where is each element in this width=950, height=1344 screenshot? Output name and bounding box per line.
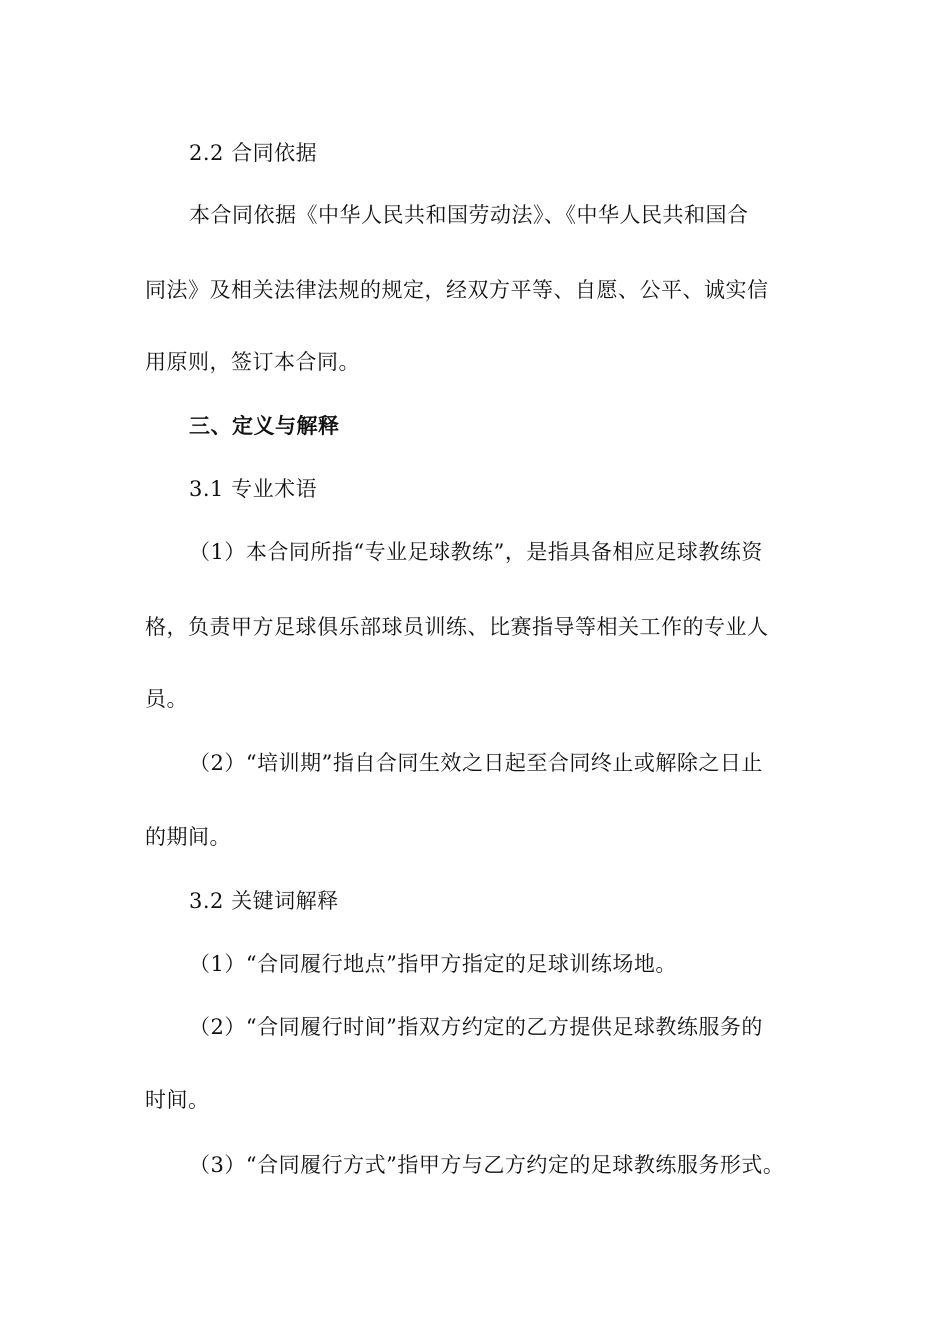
section-3-1-item-2-line-2: 的期间。 xyxy=(145,825,231,849)
section-3-1-heading: 3.1 专业术语 xyxy=(189,477,318,501)
section-3-heading: 三、定义与解释 xyxy=(189,413,340,438)
section-3-2-item-2-line-1: （2）“合同履行时间”指双方约定的乙方提供足球教练服务的 xyxy=(189,1015,763,1039)
section-3-2-item-3-line-1: （3）“合同履行方式”指甲方与乙方约定的足球教练服务形式。 xyxy=(189,1153,785,1177)
section-2-2-paragraph-line-2: 同法》及相关法律法规的规定，经双方平等、自愿、公平、诚实信 xyxy=(145,278,769,302)
section-2-2-paragraph-line-1: 本合同依据《中华人民共和国劳动法》、《中华人民共和国合 xyxy=(189,203,749,227)
section-2-2-heading: 2.2 合同依据 xyxy=(189,141,318,165)
section-3-2-item-2-line-2: 时间。 xyxy=(145,1088,210,1112)
section-3-1-item-1-line-3: 员。 xyxy=(145,687,188,711)
section-3-2-heading: 3.2 关键词解释 xyxy=(189,889,339,913)
section-3-1-item-2-line-1: （2）“培训期”指自合同生效之日起至合同终止或解除之日止 xyxy=(189,751,763,775)
section-3-1-item-1-line-1: （1）本合同所指“专业足球教练”，是指具备相应足球教练资 xyxy=(189,540,763,564)
section-3-2-item-1-line-1: （1）“合同履行地点”指甲方指定的足球训练场地。 xyxy=(189,952,677,976)
section-3-1-item-1-line-2: 格，负责甲方足球俱乐部球员训练、比赛指导等相关工作的专业人 xyxy=(145,615,769,639)
section-2-2-paragraph-line-3: 用原则，签订本合同。 xyxy=(145,350,360,374)
